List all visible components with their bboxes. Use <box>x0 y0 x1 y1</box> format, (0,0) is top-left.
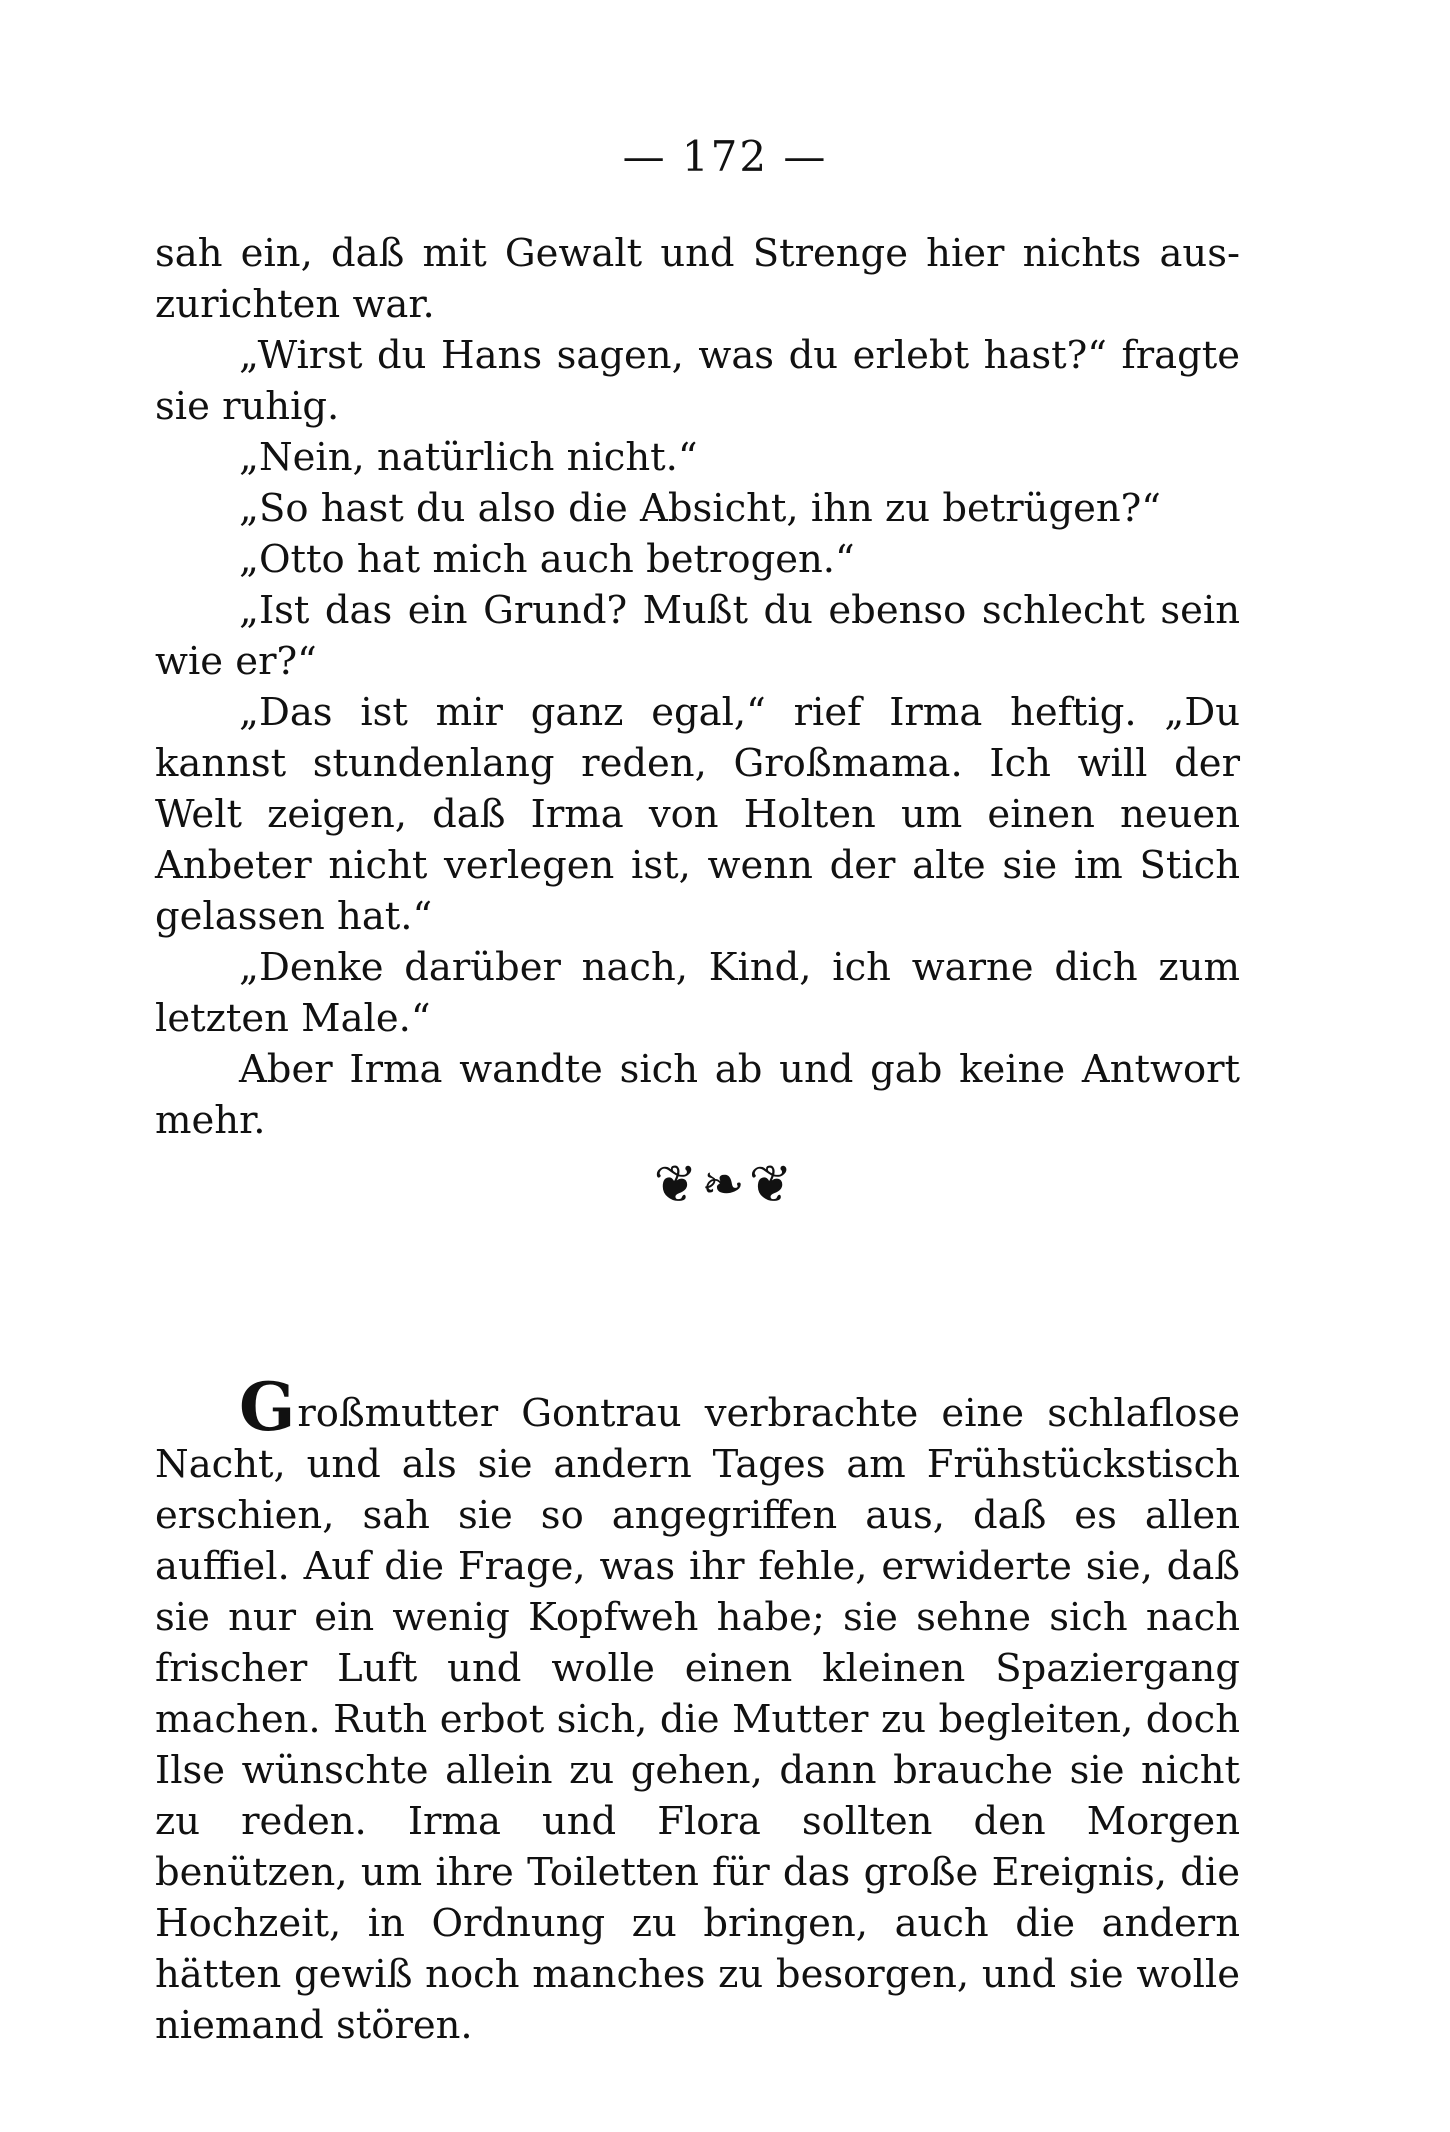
chapter-section <box>155 1368 1240 2051</box>
paragraph: „Nein, natürlich nicht.“ <box>239 435 698 480</box>
page-number: — 172 — <box>622 132 828 181</box>
paragraph: „So hast du also die Absicht, ihn zu betrügen?“ <box>239 486 1161 531</box>
paragraph: „Wirst du Hans sagen, was du erlebt hast?“ fragte sie ruhig. <box>155 333 1240 429</box>
drop-cap: G <box>239 1368 296 1446</box>
paragraph <box>155 1368 1240 2051</box>
paragraph: „Das ist mir ganz egal,“ rief Irma heftig. „Du kannst stundenlang reden, Großmama. Ich will der Welt zeigen, daß Irma von Holten um einen neuen Anbeter nicht verlegen ist, wenn der alte sie im Stich gelassen hat.“ <box>155 690 1240 939</box>
paragraph: sah ein, daß mit Gewalt und Strenge hier nichts aus-zurichten war. <box>155 231 1240 327</box>
paragraph: Aber Irma wandte sich ab und gab keine Antwort mehr. <box>155 1047 1240 1143</box>
paragraph-text: roßmutter Gontrau verbrachte eine schlaflose Nacht, und als sie andern Tages am Frühstückstisch erschien, sah sie so angegriffen aus, daß es allen auffiel. Auf die Frage, was ihr fehle, erwiderte sie, daß sie nur ein wenig Kopfweh habe; sie sehne sich nach frischer Luft und wolle einen kleinen Spaziergang machen. Ruth erbot sich, die Mutter zu begleiten, doch Ilse wünschte allein zu gehen, dann brauche sie nicht zu reden. Irma und Flora sollten den Morgen benützen, um ihre Toiletten für das große Ereignis, die Hochzeit, in Ordnung zu bringen, auch die andern hätten gewiß noch manches zu besorgen, und sie wolle niemand stören. <box>155 1391 1240 2048</box>
section-divider-ornament-icon: ❦❧❦ <box>653 1155 797 1215</box>
paragraph: „Otto hat mich auch betrogen.“ <box>239 537 855 582</box>
paragraph: „Ist das ein Grund? Mußt du ebenso schlecht sein wie er?“ <box>155 588 1240 684</box>
dialogue-section <box>155 228 1240 1146</box>
paragraph: „Denke darüber nach, Kind, ich warne dich zum letzten Male.“ <box>155 945 1240 1041</box>
